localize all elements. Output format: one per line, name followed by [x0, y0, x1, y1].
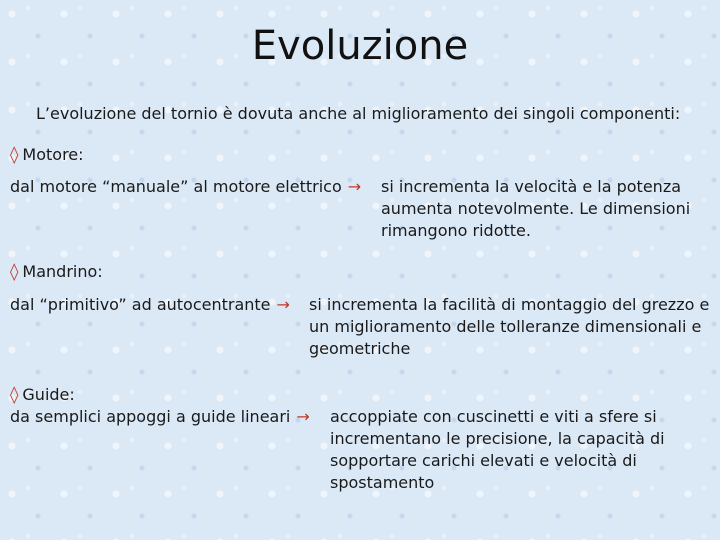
section-guide-heading	[10, 384, 75, 406]
result-text: si incrementa la facilità di montaggio del grezzo e un miglioramento delle tolleranze dimensionali e geometriche	[309, 295, 710, 358]
result-text: accoppiate con cuscinetti e viti a sfere si incrementano le precisione, la capacità di sopportare carichi elevati e velocità di spostamento	[330, 407, 665, 492]
heading-label: Guide:	[22, 385, 75, 404]
from-text: da semplici appoggi a guide lineari →	[10, 406, 316, 428]
diamond-bullet-icon: ◊	[10, 262, 19, 282]
diamond-bullet-icon: ◊	[10, 145, 19, 165]
section-motore-body	[10, 176, 710, 246]
arrow-right-icon: →	[296, 407, 310, 426]
section-mandrino-heading	[10, 261, 103, 283]
heading-label: Motore:	[22, 145, 84, 164]
arrow-right-icon: →	[276, 295, 290, 314]
diamond-bullet-icon: ◊	[10, 385, 19, 405]
section-mandrino-body	[10, 294, 715, 364]
heading-label: Mandrino:	[22, 262, 103, 281]
section-motore-heading	[10, 144, 84, 166]
slide-title: Evoluzione	[251, 23, 469, 69]
from-text: dal “primitivo” ad autocentrante →	[10, 294, 296, 316]
from-text: dal motore “manuale” al motore elettrico →	[10, 176, 367, 198]
arrow-right-icon: →	[347, 177, 362, 196]
section-guide-body	[10, 406, 710, 498]
result-text: si incrementa la velocità e la potenza aumenta notevolmente. Le dimensioni rimangono ridotte.	[381, 177, 691, 240]
intro-text: L’evoluzione del tornio è dovuta anche al miglioramento dei singoli componenti:	[36, 104, 681, 123]
